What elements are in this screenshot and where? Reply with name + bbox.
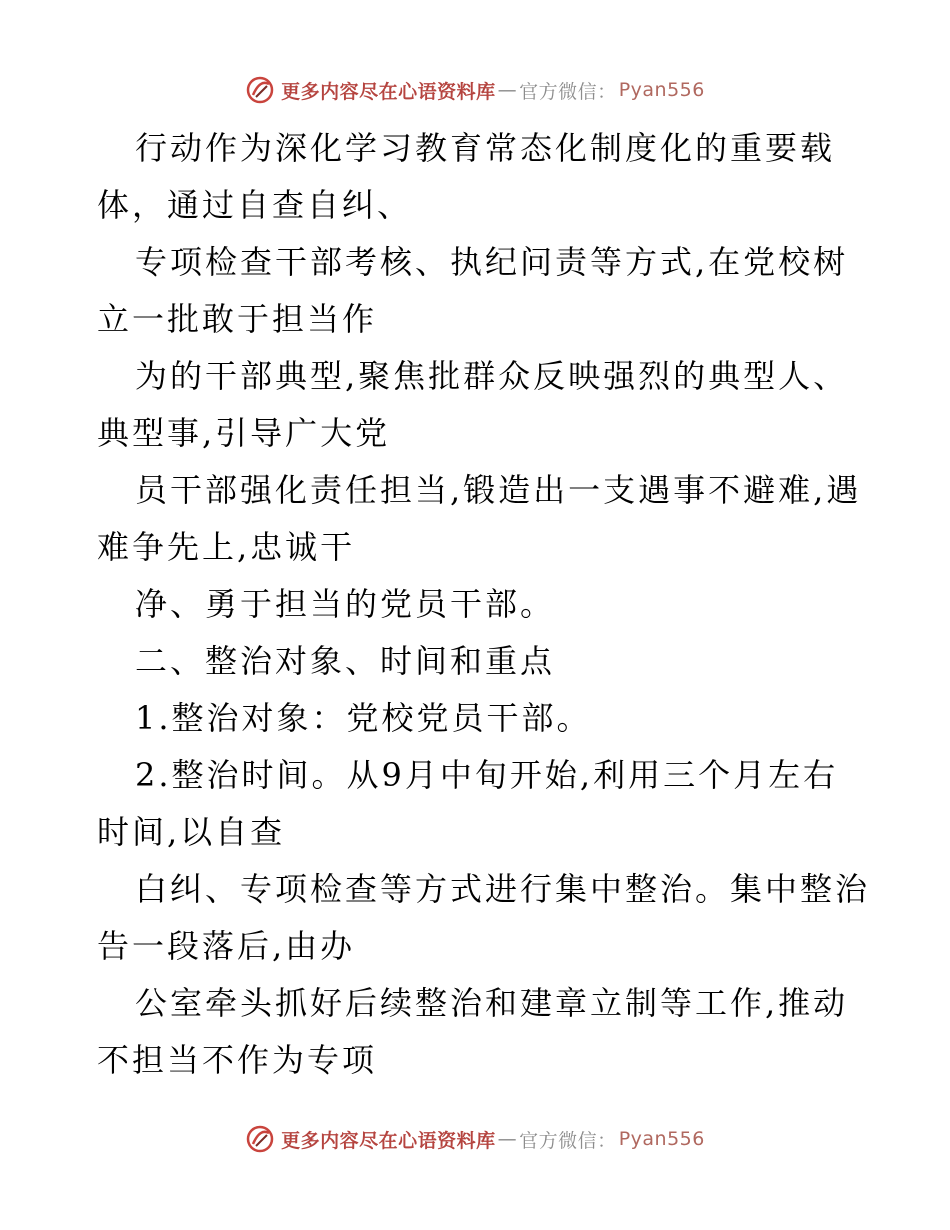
- text-line: 员干部强化责任担当,锻造出一支遇事不避难,遇: [135, 471, 862, 509]
- header-watermark: [0, 70, 950, 110]
- text-line: 典型事,引导广大党: [97, 414, 391, 452]
- text-line: 公室牵头抓好后续整治和建章立制等工作,推动: [135, 984, 849, 1022]
- text-line: 体，通过自查自纠、: [97, 186, 413, 224]
- text-line: 为的干部典型,聚焦批群众反映强烈的典型人、: [135, 357, 849, 395]
- watermark-wechat-id: Pyan556: [618, 1128, 705, 1150]
- watermark-wechat-label: 官方微信：: [519, 80, 617, 103]
- text-line: 专项检查干部考核、执纪问责等方式,在党校树: [135, 243, 849, 281]
- text-line: 不担当不作为专项: [97, 1041, 378, 1079]
- section-heading: 二、整治对象、时间和重点: [135, 642, 556, 680]
- text-line: 白纠、专项检查等方式进行集中整治。集中整治: [135, 870, 871, 908]
- text-line: 告一段落后,由办: [97, 927, 356, 965]
- watermark-separator: —: [497, 79, 518, 101]
- text-line: 净、勇于担当的党员干部。: [135, 585, 556, 623]
- text-line: 2.整治时间。从9月中旬开始,利用三个月左右: [135, 756, 839, 794]
- text-line: 难争先上,忠诚干: [97, 528, 356, 566]
- document-body: [97, 124, 871, 1093]
- text-line: 1.整治对象：党校党员干部。: [135, 699, 592, 737]
- text-line: 立一批敢于担当作: [97, 300, 378, 338]
- brand-logo-icon: [245, 75, 275, 105]
- watermark-wechat-id: Pyan556: [618, 79, 705, 101]
- text-line: 时间,以自查: [97, 813, 286, 851]
- footer-watermark: [0, 1119, 950, 1159]
- brand-logo-icon: [245, 1124, 275, 1154]
- watermark-separator: —: [497, 1128, 518, 1150]
- watermark-main-text: 更多内容尽在心语资料库: [281, 80, 496, 103]
- text-line: 行动作为深化学习教育常态化制度化的重要载: [135, 129, 836, 167]
- watermark-wechat-label: 官方微信：: [519, 1129, 617, 1152]
- watermark-main-text: 更多内容尽在心语资料库: [281, 1129, 496, 1152]
